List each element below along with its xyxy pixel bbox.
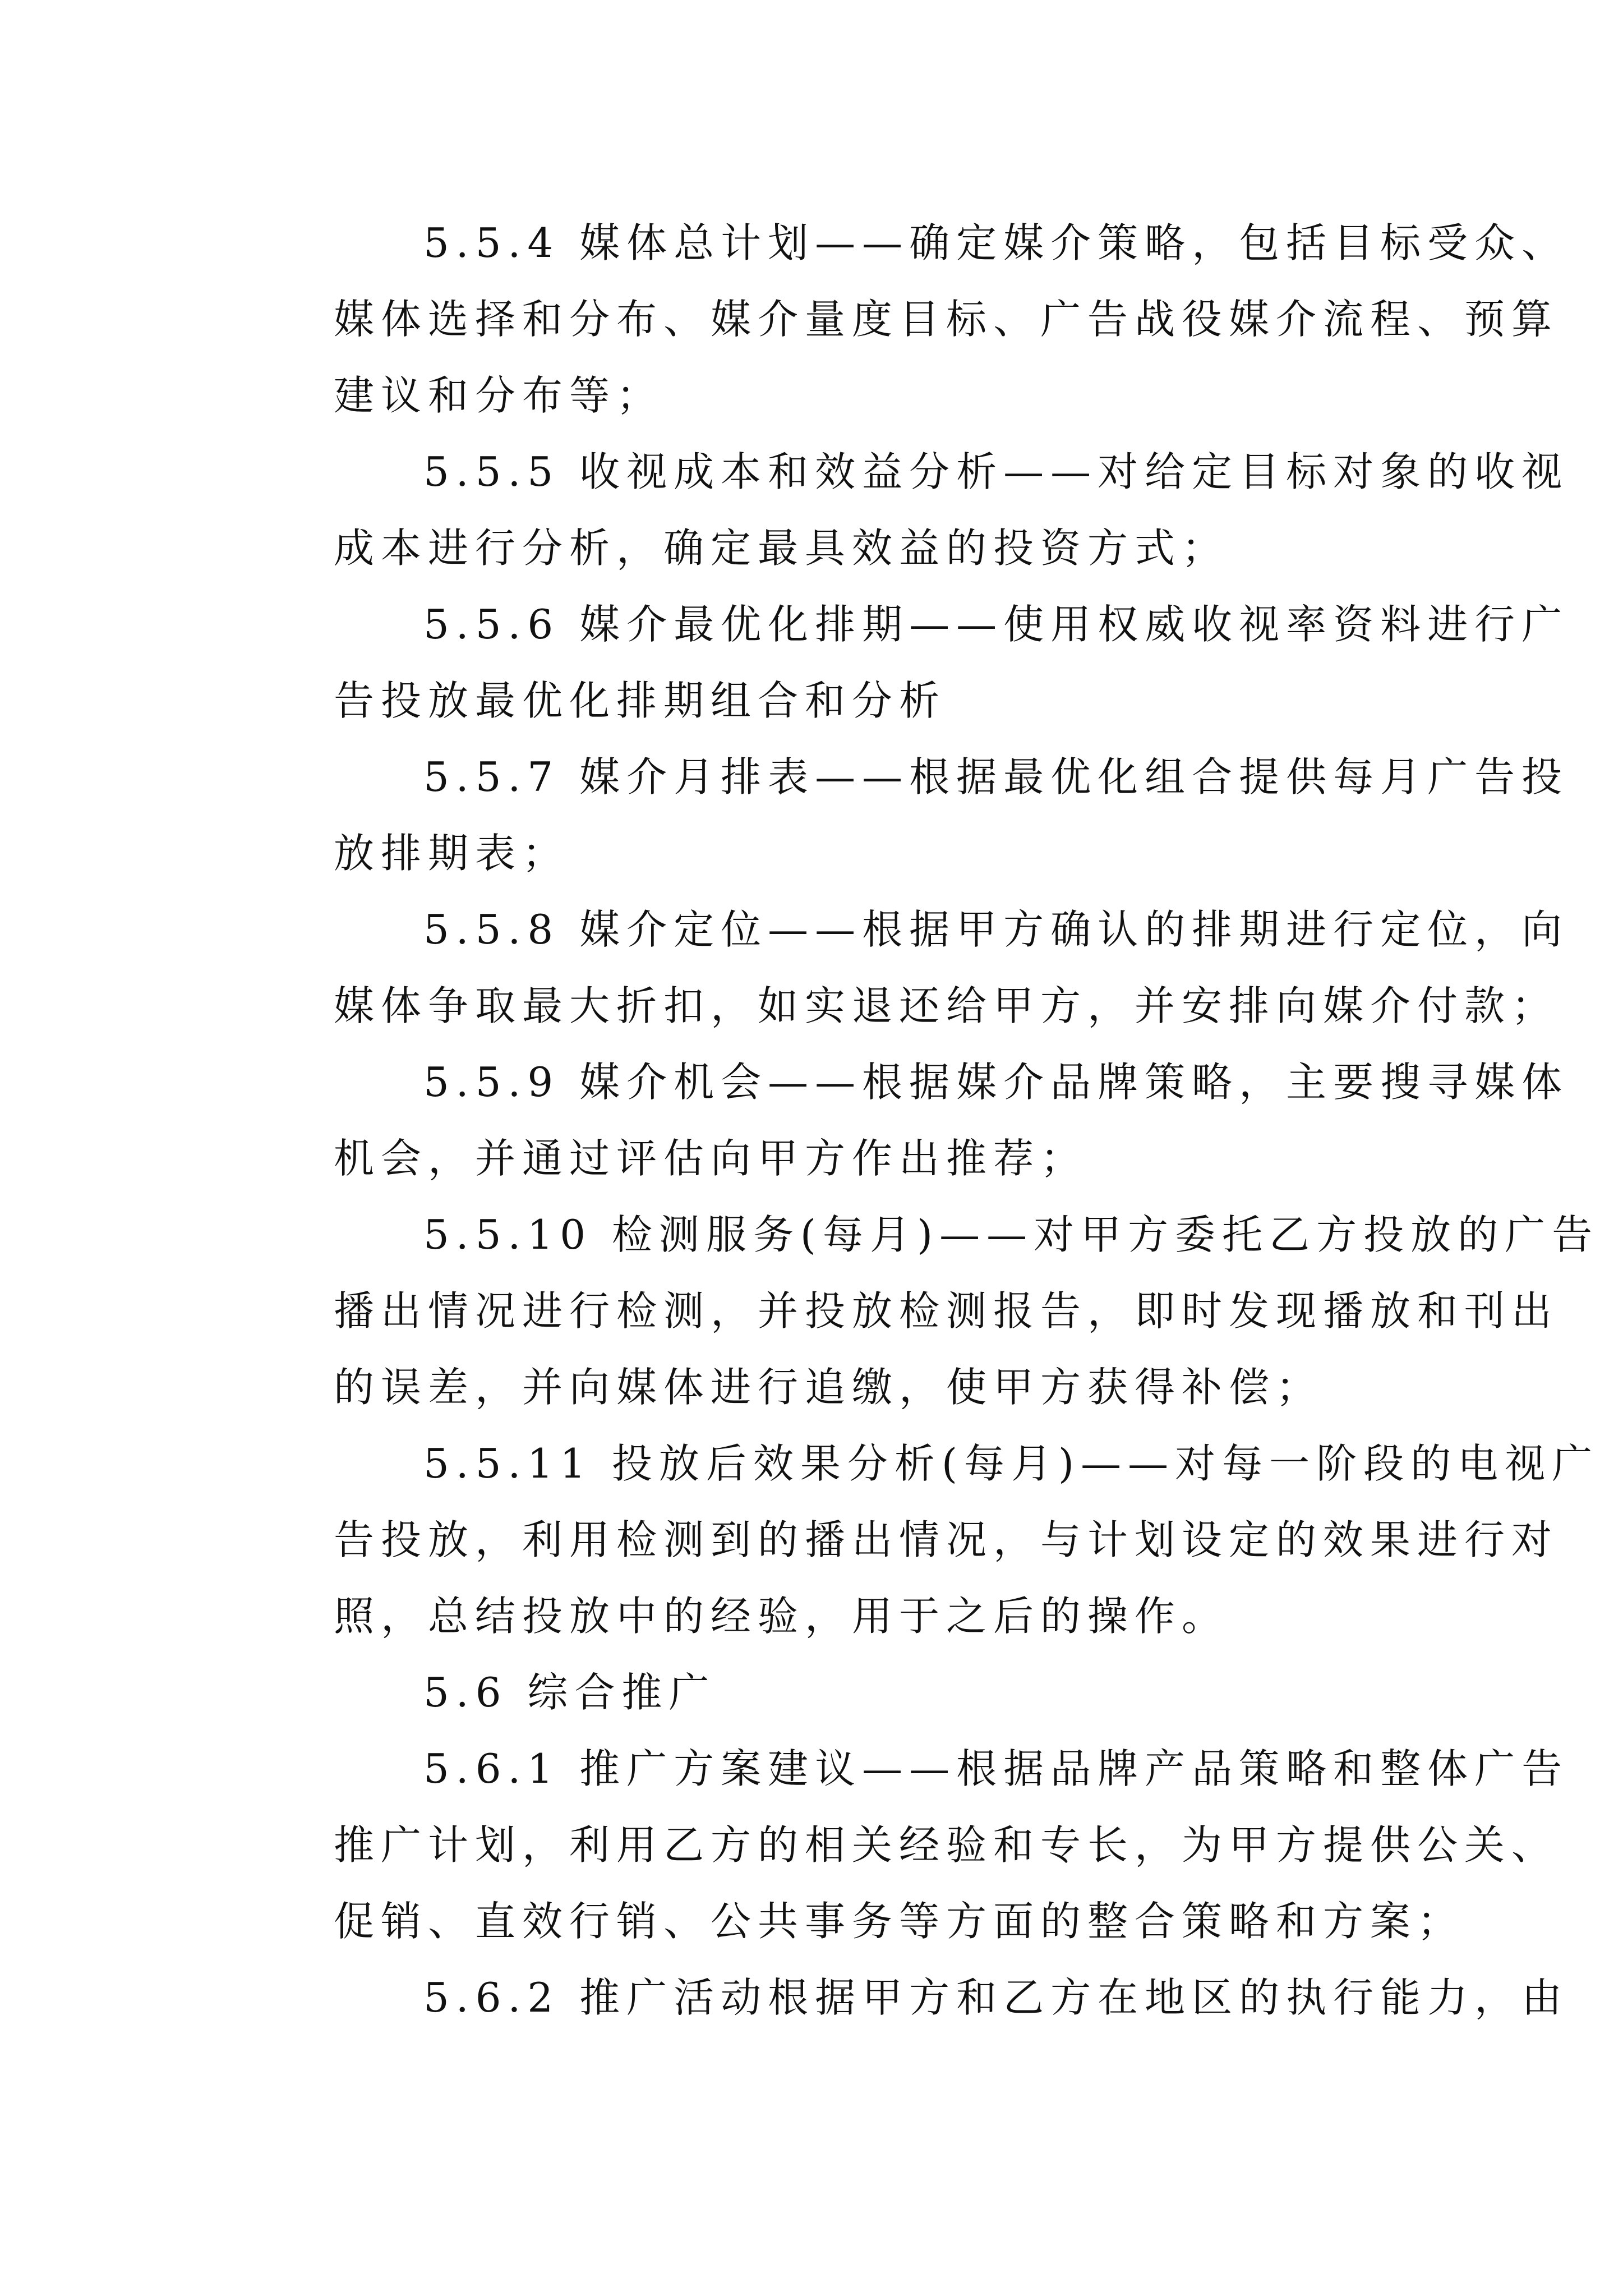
text-line: 5.5.7 媒介月排表——根据最优化组合提供每月广告投 bbox=[423, 753, 1569, 800]
document-body bbox=[244, 205, 1599, 2036]
text-line: 5.5.10 检测服务(每月)——对甲方委托乙方投放的广告 bbox=[423, 1211, 1599, 1258]
paragraph-5-5-11 bbox=[244, 1425, 1599, 1654]
text-line: 5.5.6 媒介最优化排期——使用权威收视率资料进行广 bbox=[423, 601, 1569, 648]
text-line: 推广计划，利用乙方的相关经验和专长，为甲方提供公关、 bbox=[334, 1821, 1559, 1869]
text-line: 照，总结投放中的经验，用于之后的操作。 bbox=[334, 1593, 1229, 1640]
text-line: 5.5.4 媒体总计划——确定媒介策略，包括目标受众、 bbox=[423, 219, 1569, 266]
paragraph-5-5-5 bbox=[244, 434, 1569, 586]
text-line: 建议和分布等； bbox=[334, 372, 664, 419]
text-line: 促销、直效行销、公共事务等方面的整合策略和方案； bbox=[334, 1898, 1465, 1945]
paragraph-5-6-1 bbox=[244, 1731, 1569, 1959]
paragraph-5-5-6 bbox=[244, 586, 1569, 739]
text-line: 5.5.8 媒介定位——根据甲方确认的排期进行定位，向 bbox=[423, 906, 1569, 953]
paragraph-5-5-7 bbox=[244, 739, 1569, 891]
paragraph-5-5-4 bbox=[244, 205, 1569, 434]
paragraph-5-6-2 bbox=[244, 1959, 1569, 2036]
text-line: 5.5.11 投放后效果分析(每月)——对每一阶段的电视广 bbox=[423, 1440, 1599, 1487]
text-line: 的误差，并向媒体进行追缴，使甲方获得补偿； bbox=[334, 1364, 1324, 1411]
paragraph-5-5-10 bbox=[244, 1197, 1599, 1425]
text-line: 机会，并通过评估向甲方作出推荐； bbox=[334, 1135, 1088, 1182]
text-line: 成本进行分析，确定最具效益的投资方式； bbox=[334, 524, 1229, 572]
text-line: 播出情况进行检测，并投放检测报告，即时发现播放和刊出 bbox=[334, 1287, 1559, 1335]
paragraph-5-5-9 bbox=[244, 1044, 1569, 1197]
text-line: 5.5.9 媒介机会——根据媒介品牌策略，主要搜寻媒体 bbox=[423, 1059, 1569, 1106]
text-line: 媒体选择和分布、媒介量度目标、广告战役媒介流程、预算 bbox=[334, 296, 1559, 343]
text-line: 放排期表； bbox=[334, 830, 570, 877]
paragraph-5-5-8 bbox=[244, 891, 1569, 1044]
text-line: 告投放最优化排期组合和分析 bbox=[334, 677, 947, 724]
text-line: 5.6.2 推广活动根据甲方和乙方在地区的执行能力，由 bbox=[423, 1974, 1569, 2021]
text-line: 媒体争取最大折扣，如实退还给甲方，并安排向媒介付款； bbox=[334, 982, 1559, 1029]
text-line: 5.6.1 推广方案建议——根据品牌产品策略和整体广告 bbox=[423, 1745, 1569, 1792]
text-line: 5.6 综合推广 bbox=[423, 1669, 716, 1716]
text-line: 5.5.5 收视成本和效益分析——对给定目标对象的收视 bbox=[423, 448, 1569, 495]
text-line: 告投放，利用检测到的播出情况，与计划设定的效果进行对 bbox=[334, 1516, 1559, 1563]
section-heading-5-6 bbox=[244, 1654, 1405, 1731]
